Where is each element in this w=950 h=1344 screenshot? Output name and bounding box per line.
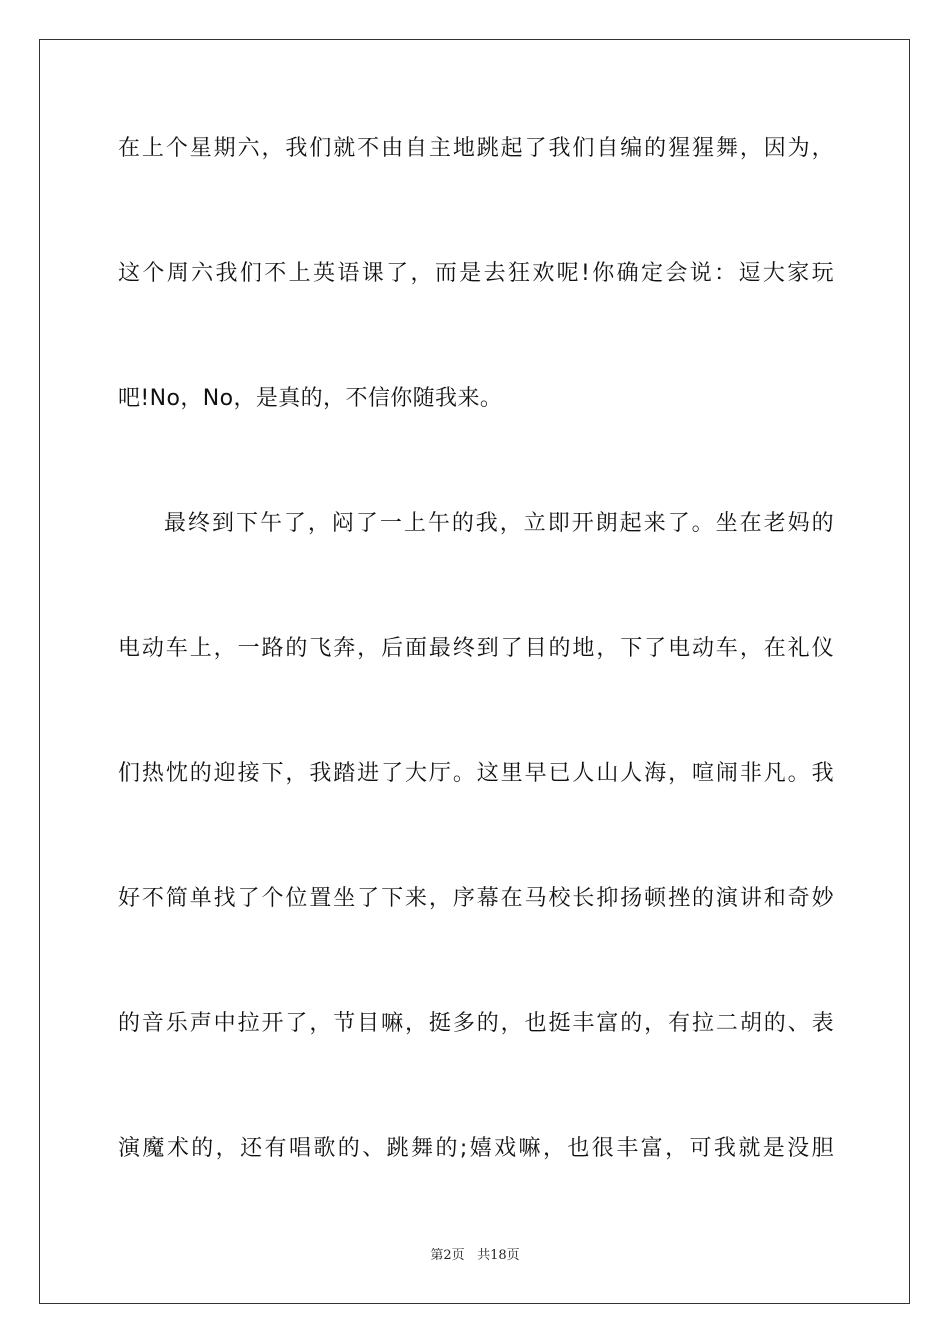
page-footer: [0, 1248, 950, 1264]
page-border: [39, 39, 910, 1304]
body-text-line-1: 在上个星期六，我们就不由自主地跳起了我们自编的猩猩舞，因为，: [118, 136, 834, 161]
page-number-total: 共18页: [477, 1248, 520, 1263]
body-text-line-9: 演魔术的，还有唱歌的、跳舞的;嬉戏嘛，也很丰富，可我就是没胆: [118, 1136, 834, 1161]
body-text-line-2: 这个周六我们不上英语课了，而是去狂欢呢!你确定会说：逗大家玩: [118, 261, 834, 286]
body-text-line-4: 最终到下午了，闷了一上午的我，立即开朗起来了。坐在老妈的: [164, 511, 834, 536]
body-text-line-5: 电动车上，一路的飞奔，后面最终到了目的地，下了电动车，在礼仪: [118, 636, 834, 661]
body-text-line-8: 的音乐声中拉开了，节目嘛，挺多的，也挺丰富的，有拉二胡的、表: [118, 1011, 834, 1036]
body-text-line-6: 们热忱的迎接下，我踏进了大厅。这里早已人山人海，喧闹非凡。我: [118, 761, 834, 786]
body-text-line-7: 好不简单找了个位置坐了下来，序幕在马校长抑扬顿挫的演讲和奇妙: [118, 886, 834, 911]
page-number-current: 第2页: [430, 1248, 465, 1263]
body-text-line-3: 吧!No，No，是真的，不信你随我来。: [118, 386, 503, 411]
